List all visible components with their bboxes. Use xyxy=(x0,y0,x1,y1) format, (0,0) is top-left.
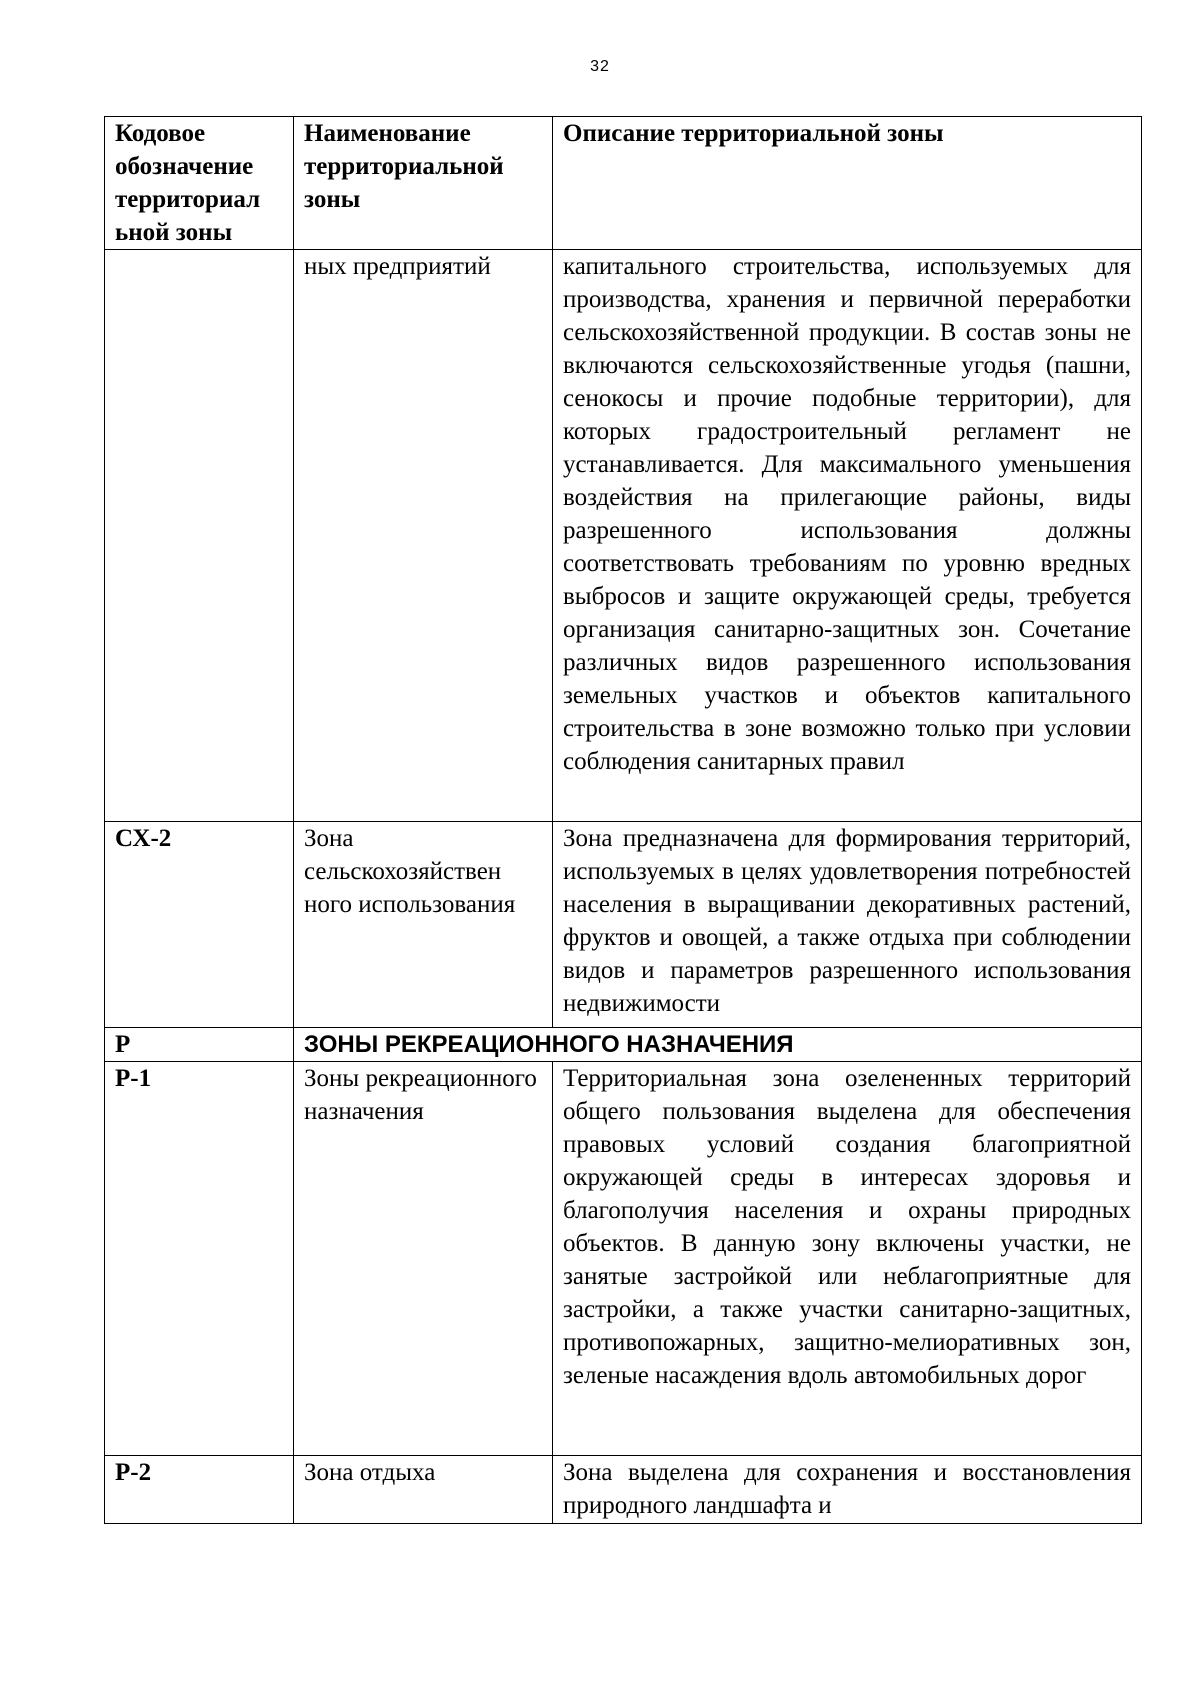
row-code: Р-1 xyxy=(105,1062,294,1456)
row-code xyxy=(105,250,294,822)
row-name: ных предприятий xyxy=(294,250,553,822)
group-row xyxy=(105,1028,1142,1062)
row-code: Р-2 xyxy=(105,1456,294,1524)
group-title: ЗОНЫ РЕКРЕАЦИОННОГО НАЗНАЧЕНИЯ xyxy=(294,1028,1142,1062)
page-number: 32 xyxy=(590,58,610,75)
row-description: Зона предназначена для формирования территорий, используемых в целях удовлетворения потребностей населения в выращивании декоративных растений, фруктов и овощей, а также отдыха при соблюдении видов и параметров разрешенного использования недвижимости xyxy=(553,822,1142,1028)
table-row xyxy=(105,250,1142,822)
row-description: Зона выделена для сохранения и восстановления природного ландшафта и xyxy=(553,1456,1142,1524)
header-name: Наименование территориальной зоны xyxy=(294,117,553,250)
table-row xyxy=(105,1062,1142,1456)
header-code: Кодовое обозначение территориал ьной зоны xyxy=(105,117,294,250)
table-header-row xyxy=(105,117,1142,250)
row-description: Территориальная зона озелененных территорий общего пользования выделена для обеспечения правовых условий создания благоприятной окружающей среды в интересах здоровья и благополучия населения и охраны природных объектов. В данную зону включены участки, не занятые застройкой или неблагоприятные для застройки, а также участки санитарно-защитных, противопожарных, защитно-мелиоративных зон, зеленые насаждения вдоль автомобильных дорог xyxy=(553,1062,1142,1456)
table-row xyxy=(105,822,1142,1028)
header-description: Описание территориальной зоны xyxy=(553,117,1142,250)
row-description: капитального строительства, используемых для производства, хранения и первичной переработки сельскохозяйственной продукции. В состав зоны не включаются сельскохозяйственные угодья (пашни, сенокосы и прочие подобные территории), для которых градостроительный регламент не устанавливается. Для максимального уменьшения воздействия на прилегающие районы, виды разрешенного использования должны соответствовать требованиям по уровню вредных выбросов и защите окружающей среды, требуется организация санитарно-защитных зон. Сочетание различных видов разрешенного использования земельных участков и объектов капитального строительства в зоне возможно только при условии соблюдения санитарных правил xyxy=(553,250,1142,822)
zones-table xyxy=(104,116,1142,1524)
row-name: Зона сельскохозяйствен ного использования xyxy=(294,822,553,1028)
row-name: Зоны рекреационного назначения xyxy=(294,1062,553,1456)
table-row xyxy=(105,1456,1142,1524)
row-name: Зона отдыха xyxy=(294,1456,553,1524)
row-code: СХ-2 xyxy=(105,822,294,1028)
group-code: Р xyxy=(105,1028,294,1062)
